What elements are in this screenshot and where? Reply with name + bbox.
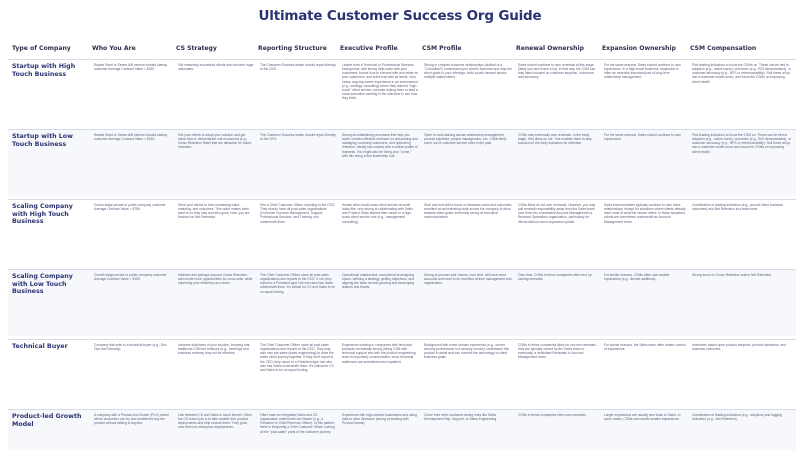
header-type-of-company: Type of Company: [12, 44, 71, 52]
cell-executive: Operational mastermind; exceptional at analyzing inputs, defining a strategy, getting objectives, and aligning the team around growing and developing leaders and teams.: [342, 273, 415, 290]
cell-expansion: Sales team members typically continue to own client relationships, except for situations where clients already have most of what the vendor offers. In those situations, clients are sometimes underneath an Account Management team.: [604, 203, 686, 224]
org-guide-table: [8, 40, 796, 450]
table-row: [8, 339, 796, 406]
cell-who: Raised Seed or Series A/B venture-funded startup, customer Average Contract Value = $15K.: [94, 133, 169, 142]
cell-comp: Pick leading indicators to focus the CSMs on. These can be tied to adoption (e.g., active users), outcomes (e.g., ROI demonstrated), or customer advocacy (e.g., NPS or referenceability). Roll these all up into a customer health score, and focus the CSMs on improving client health.: [692, 63, 791, 84]
table-header: [8, 40, 796, 56]
header-executive-profile: Executive Profile: [340, 44, 398, 52]
table-row: [8, 409, 796, 450]
cell-csm: Strong at process and volume; over time, will have more accounts and need to be excellent at time management and organization.: [424, 273, 512, 286]
cell-expansion: For the same reasons, Sales should continue to own expansions.: [604, 133, 681, 142]
cell-who: Growth stage private or public company customer Average Contract Value = $15K.: [94, 273, 167, 282]
cell-reporting: The Chief Customer Officer owns all post-sales organizations and reports to the CEO. If not, they report to a President-type role who also has Sales underneath them. It's critical for CS and Sales to be on equal footing.: [260, 273, 336, 294]
cell-who: Raised Seed or Series A/B venture-funded startup, customer Average Contract Value = $15K.: [94, 63, 169, 72]
cell-who: Company that sells to a technical buyer (e.g., Dev Ops and Security).: [94, 343, 167, 352]
header-renewal-ownership: Renewal Ownership: [516, 44, 584, 52]
cell-expansion: For the same reasons, Sales should continue to own expansions. In a high-touch business, expansion is often an essential important part of long-term relationship management.: [604, 63, 681, 80]
cell-renewal: CSMs may eventually own renewals. In the early stage, they likely do not. This enables them to stay focused on the early indicators for retention.: [518, 133, 592, 146]
cell-executive: Knows when world-class client service at scale looks like, very strong at collaborating with Sales and Product; likely started their career in a high-touch client service role (e.g., management consulting).: [342, 203, 413, 224]
row-type: Product-led Growth Model: [12, 413, 82, 428]
cell-expansion: Larger expansions are usually sent back to Sales. In some cases, CSMs can handle smaller expansions.: [604, 413, 681, 422]
cell-expansion: For similar reasons, the Sales team often retains control of expansions.: [604, 343, 686, 352]
table-row: [8, 269, 796, 336]
row-type: Scaling Company with High Touch Business: [12, 203, 73, 226]
cell-comp: Combination of leading indicators (e.g., around client business outcomes) and Net Retention at a team level.: [692, 203, 783, 212]
cell-reporting: The Customer Success leader should report directly to the CEO.: [260, 133, 336, 142]
cell-renewal: CSMs in these companies often own renewals.: [518, 413, 587, 417]
table-row: [8, 199, 796, 266]
cell-comp: Incentives based upon product adoption, product stickiness, and business outcomes.: [692, 343, 786, 352]
cell-csm: Open to multi-tasking across relationship management, product expertise, project management, etc. CSMs likely come out of customer service roles in the past.: [424, 133, 507, 146]
header-csm-profile: CSM Profile: [422, 44, 462, 52]
cell-strategy: Get your clients to adopt your solution and get value from it; demonstrate unit economics (e.g., Gross Retention Rate) that are attractive for future investors.: [178, 133, 252, 150]
cell-reporting: The Customer Success leader should report directly to the CEO.: [260, 63, 336, 72]
cell-reporting: Often have an integrated Sales and CS organization underneath one leader (e.g., a President or Chief Revenue Officer). In this pattern, there is frequently a Chief Customer Officer owning all the "post-sales" parts of the customer journey.: [260, 413, 335, 434]
cell-executive: Strong at establishing processes that help you scale; creates effective methods for onboarding and managing, nurturing customers, and optimizing retention. Ideally has worked with a similar profile of business. You might also be hiring your "come," with this being a first leadership role.: [342, 133, 418, 158]
cell-renewal: CSMs likely do not own renewals. However, you may pull renewal responsibility away from the Sales team over time into a dedicated Account Management or Renewal Operations organization, particularly for clients without much expansion upside.: [518, 203, 596, 224]
cell-csm: Start and end with a focus on business value and outcomes; excellent at orchestrating work across the company to drive towards client goals; extremely strong at executive communications.: [424, 203, 512, 220]
cell-csm: Background with some domain experience (e.g., former security professional in a security vendor); understand this product in detail and can connect the technology to client business goals.: [424, 343, 510, 360]
cell-comp: Combination of leading indicators (e.g., adoption) and lagging indicators (e.g., Net Retention).: [692, 413, 782, 422]
cell-renewal: CSMs in these companies likely do not own renewals - they are typically owned by the Sales team or eventually, a dedicated Renewals or Account Management team.: [518, 343, 598, 360]
cell-reporting: Hire a Chief Customer Officer reporting to the CEO. They should have all post-sales organizations (Customer Success Management, Support, Professional Services, and Training, etc) underneath them.: [260, 203, 336, 224]
cell-strategy: Increase stickiness of your solution, knowing that traditional CSM-led relations (e.g., meetings and business reviews) may not be effective.: [178, 343, 250, 356]
cell-reporting: The Chief Customer Officer owns all post-sales organizations and reports to the CEO. They may also own pre-sales (sales engineering) to drive the entire client journey together. If they don't report to the CEO, they report to a President-type role who also has Sales underneath them. It's critical for CS and Sales to be on equal footing.: [260, 343, 334, 372]
cell-strategy: Like between CS and Sales is much blurrier. Often, the CS team's job is to take smaller free product deployments and help nurture them. They grow over time into enterprise deployments.: [178, 413, 253, 430]
row-type: Startup with High Touch Business: [12, 63, 76, 78]
cell-strategy: Maintain and perhaps improve Gross Retention, and create more opportunities for cross-sells, while improving your efficiency as a team.: [178, 273, 253, 286]
row-type: Startup with Low Touch Business: [12, 133, 73, 148]
cell-executive: Experience with high-volume businesses and using data to drive decisions (strong at working with Product teams).: [342, 413, 417, 426]
cell-executive: Leader from a Technical or Professional Services background, with strong help-scale with your customers; knows how to connect with and relate at your customers, and build trust with all levels. Very heavy ongoing career experience in an environment (e.g., strategy consulting) where they learned "high-touch" client service; consider asking them to lead a mock executive meeting in the interview to see how they think.: [342, 63, 418, 101]
header-who-you-are: Who You Are: [92, 44, 136, 52]
cell-csm: Come from other customer-facing roles like Sales Development Rep, Support, or Sales Engineering.: [424, 413, 498, 422]
table-row: [8, 59, 796, 126]
cell-comp: Strong focus on Gross Retention and/or Net Retention.: [692, 273, 773, 277]
cell-expansion: For similar reasons, CSMs often own smaller expansions (e.g., license additions).: [604, 273, 670, 282]
cell-executive: Experience working in companies with technical products; technically strong (hiring CSM with technical support and with the product engineering team is important) communicator, since technical audiences are sometimes less impatient.: [342, 343, 416, 364]
cell-who: Grown stage private or public company customer Average Contract Value = $75K.: [94, 203, 166, 212]
cell-renewal: Over time, CSMs in these companies often end up owning renewals.: [518, 273, 592, 282]
page-title: Ultimate Customer Success Org Guide: [258, 8, 542, 24]
cell-csm: Strong in complex business relationships (skillset of a "Consultant") understand your client's business and map the client goals to your offerings; build a path forward across multiple stakeholders.: [424, 63, 513, 80]
row-type: Technical Buyer: [12, 343, 68, 350]
table-row: [8, 129, 796, 196]
header-csm-compensation: CSM Compensation: [690, 44, 757, 52]
cell-strategy: Get massively-successful clients who become huge advocates.: [178, 63, 254, 72]
header-expansion-ownership: Expansion Ownership: [602, 44, 676, 52]
cell-comp: Pick leading indicators to focus the CSM on. These can be tied to adoption (e.g., active users), outcomes (e.g., ROI demonstrated), or customer advocacy (e.g., NPS or referenceability). Roll these all up into a customer health score and focus the CSMs on improving client health.: [692, 133, 791, 154]
cell-who: A company with a Product-led Growth (PLG) model where customers can try and sometimes buy the product without talking to anyone.: [94, 413, 169, 426]
header-reporting-structure: Reporting Structure: [258, 44, 327, 52]
cell-renewal: Sales should continue to own renewals at this stage (likely you don't have a lot). In that way, the CSM can stay laser-focused on customer adoption, outcomes, and advocacy.: [518, 63, 596, 80]
row-type: Scaling Company with Low Touch Business: [12, 273, 73, 296]
header-cs-strategy: CS Strategy: [176, 44, 217, 52]
cell-strategy: Drive your clients to ever-increasing value, maturing, and outcomes. This value makes them want to so they stay and also grow. Now, you are focused on Net Retention.: [178, 203, 250, 220]
